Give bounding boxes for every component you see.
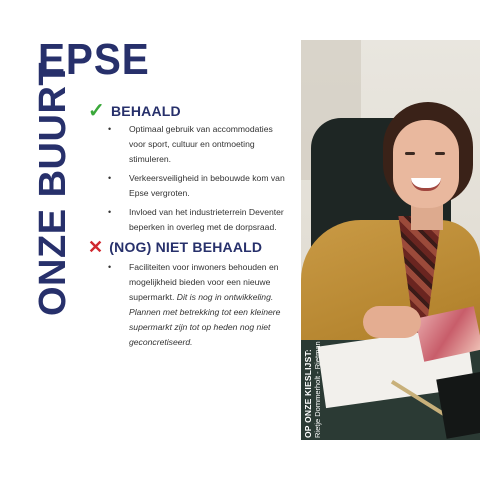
achieved-heading-label: BEHAALD: [110, 103, 181, 119]
caption-title: OP ONZE KIESLIJST:: [303, 349, 313, 438]
not-achieved-list: [108, 260, 288, 354]
achieved-list: [108, 122, 288, 239]
list-item: • Invloed van het industrieterrein Deventer beperken in overleg met de dorpsraad.: [108, 205, 288, 235]
vertical-section-title: ONZE BUURT: [32, 61, 74, 316]
list-item: [108, 260, 288, 350]
list-item-text: Faciliteiten voor inwoners behouden en mogelijkheid bieden voor een nieuwe supermarkt.: [129, 262, 279, 302]
list-item: • Optimaal gebruik van accommodaties voor sport, cultuur en ontmoeting stimuleren.: [108, 122, 288, 167]
photo-caption: [303, 341, 323, 438]
not-achieved-heading: [88, 239, 262, 255]
check-icon: ✓: [88, 100, 105, 122]
list-item: • Verkeersveiligheid in bebouwde kom van Epse vergroten.: [108, 171, 288, 201]
list-item-note: Dit is nog in ontwikkeling. Plannen met betrekking tot een kleinere supermarkt zijn tot op heden nog niet geconcretiseerd.: [129, 292, 281, 347]
candidate-photo: [301, 40, 480, 440]
place-title: EPSE: [38, 35, 150, 84]
cross-icon: ✕: [88, 237, 104, 257]
achieved-heading: [88, 100, 181, 122]
not-achieved-heading-label: (NOG) NIET BEHAALD: [109, 239, 263, 255]
caption-credit: Rietje Dommerholt - Rietman: [313, 341, 322, 438]
